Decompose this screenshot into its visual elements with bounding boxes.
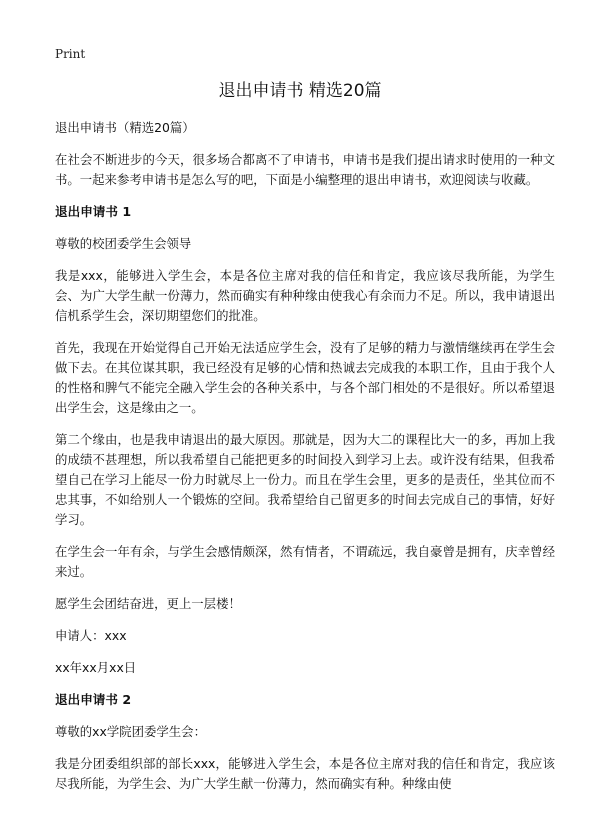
section-2-paragraph-1: 我是分团委组织部的部长xxx，能够进入学生会，本是各位主席对我的信任和肯定，我应该尽我所能，为学生会、为广大学生献一份薄力，然而确实有种。种缘由使 — [55, 756, 555, 791]
section-1-paragraph-4: 在学生会一年有余，与学生会感情颇深，然有情者，不谓疏远，我自豪曾是拥有，庆幸曾经来过。 — [55, 544, 555, 579]
document-title: 退出申请书 精选20篇 — [218, 81, 382, 101]
section-1-greeting: 尊敬的校团委学生会领导 — [55, 236, 192, 251]
section-1-paragraph-1: 我是xxx，能够进入学生会，本是各位主席对我的信任和肯定，我应该尽我所能，为学生会、为广大学生献一份薄力，然而确实有种种缘由使我心有余而力不足。所以，我申请退出信机系学生会，深切期望您们的批准。 — [55, 268, 555, 323]
document-body — [55, 118, 555, 806]
print-label: Print — [55, 47, 86, 61]
section-1-date: xx年xx月xx日 — [55, 660, 137, 675]
section-heading-1: 退出申请书 1 — [55, 204, 132, 219]
intro-paragraph: 在社会不断进步的今天，很多场合都离不了申请书，申请书是我们提出请求时使用的一种文书。一起来参考申请书是怎么写的吧，下面是小编整理的退出申请书，欢迎阅读与收藏。 — [55, 152, 555, 187]
section-heading-2: 退出申请书 2 — [55, 692, 132, 707]
section-1-applicant: 申请人：xxx — [55, 628, 127, 643]
section-1-paragraph-5: 愿学生会团结奋进，更上一层楼！ — [55, 596, 241, 611]
document-subtitle: 退出申请书（精选20篇） — [55, 120, 195, 135]
section-2-greeting: 尊敬的xx学院团委学生会： — [55, 724, 206, 739]
section-1-paragraph-3: 第二个缘由，也是我申请退出的最大原因。那就是，因为大二的课程比大一的多，再加上我的成绩不甚理想，所以我希望自己能把更多的时间投入到学习上去。或许没有结果，但我希望自己在学习上能尽一份力时就尽上一份力。而且在学生会里，更多的是责任，坐其位而不忠其事，不如给别人一个锻炼的空间。我希望给自己留更多的时间去完成自己的事情，好好学习。 — [55, 432, 555, 527]
section-1-paragraph-2: 首先，我现在开始觉得自己开始无法适应学生会，没有了足够的精力与激情继续再在学生会做下去。在其位谋其职，我已经没有足够的心情和热诚去完成我的本职工作，且由于我个人的性格和脾气不能完全融入学生会的各种关系中，与各个部门相处的不是很好。所以希望退出学生会，这是缘由之一。 — [55, 340, 555, 415]
